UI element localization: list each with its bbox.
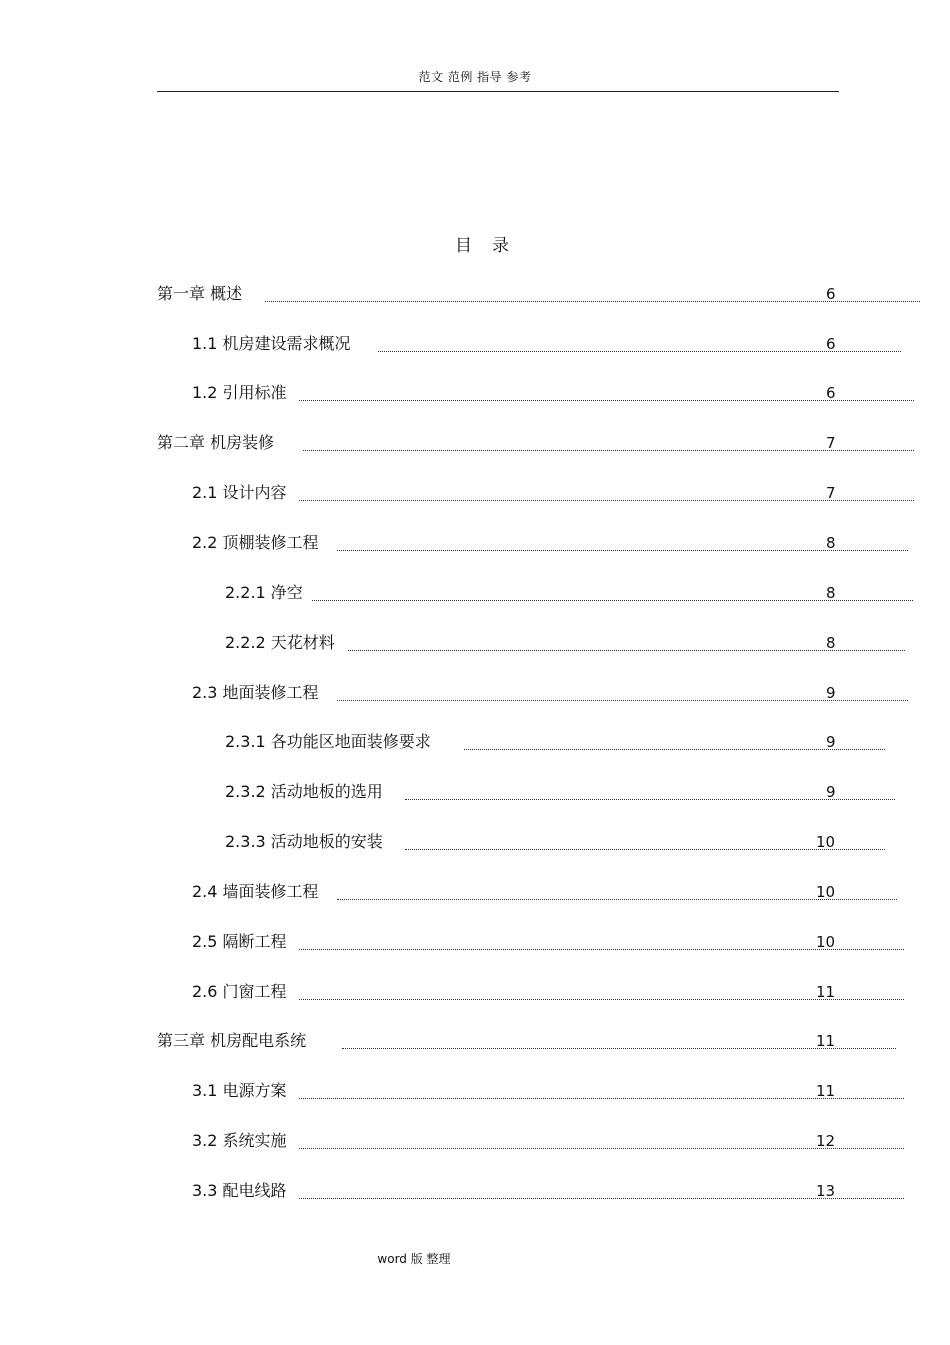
toc-page-number: 13 — [816, 1182, 836, 1200]
toc-entry-label: 3.1 电源方案 — [192, 1080, 291, 1102]
toc-entry[interactable] — [157, 432, 914, 454]
toc-entry-label: 2.6 门窗工程 — [192, 981, 291, 1003]
toc-entry-label: 2.5 隔断工程 — [192, 931, 291, 953]
toc-page-number: 6 — [826, 384, 836, 402]
toc-leader-dots — [299, 981, 904, 1000]
toc-entry-label: 2.3.1 各功能区地面装修要求 — [225, 731, 435, 753]
toc-leader-dots — [299, 1130, 904, 1149]
toc-leader-dots — [464, 731, 885, 750]
toc-page-number: 8 — [826, 534, 836, 552]
toc-leader-dots — [299, 931, 904, 950]
toc-entry-label: 2.3.3 活动地板的安装 — [225, 831, 387, 853]
toc-entry-label: 2.4 墙面装修工程 — [192, 881, 323, 903]
toc-entry-label: 2.1 设计内容 — [192, 482, 291, 504]
toc-entry-label: 第三章 机房配电系统 — [157, 1030, 310, 1052]
toc-page-number: 10 — [816, 883, 836, 901]
page-footer: word 版 整理 — [377, 1252, 451, 1266]
toc-entry-label: 1.1 机房建设需求概况 — [192, 333, 355, 355]
toc-entry[interactable] — [192, 682, 908, 704]
toc-entry[interactable] — [192, 333, 901, 355]
toc-entry[interactable] — [192, 1130, 904, 1152]
toc-entry[interactable] — [192, 482, 914, 504]
toc-leader-dots — [337, 682, 908, 701]
toc-leader-dots — [299, 1080, 904, 1099]
toc-entry-label: 第二章 机房装修 — [157, 432, 278, 454]
toc-entry[interactable] — [192, 881, 897, 903]
toc-entry-label: 2.3 地面装修工程 — [192, 682, 323, 704]
toc-leader-dots — [303, 432, 914, 451]
toc-page-number: 10 — [816, 933, 836, 951]
toc-leader-dots — [348, 632, 905, 651]
toc-entry-label: 2.2.2 天花材料 — [225, 632, 339, 654]
toc-page-number: 9 — [826, 684, 836, 702]
toc-entry-label: 2.2.1 净空 — [225, 582, 307, 604]
header-rule — [157, 91, 839, 92]
toc-page-number: 11 — [816, 1082, 836, 1100]
toc-leader-dots — [299, 482, 914, 501]
toc-page-number: 6 — [826, 335, 836, 353]
toc-entry[interactable] — [225, 731, 885, 753]
toc-page-number: 6 — [826, 285, 836, 303]
toc-entry-label: 3.3 配电线路 — [192, 1180, 291, 1202]
toc-page-number: 8 — [826, 634, 836, 652]
toc-entry[interactable] — [192, 382, 914, 404]
toc-leader-dots — [299, 1180, 904, 1199]
toc-entry[interactable] — [192, 981, 904, 1003]
toc-entry[interactable] — [225, 632, 905, 654]
toc-entry-label: 第一章 概述 — [157, 283, 246, 305]
toc-leader-dots — [299, 382, 914, 401]
toc-leader-dots — [337, 532, 908, 551]
toc-page-number: 7 — [826, 484, 836, 502]
toc-entry[interactable] — [192, 532, 908, 554]
toc-title: 目录 — [455, 236, 529, 256]
toc-leader-dots — [265, 283, 920, 302]
toc-entry[interactable] — [225, 582, 913, 604]
toc-entry-label: 2.2 顶棚装修工程 — [192, 532, 323, 554]
toc-entry[interactable] — [157, 283, 920, 305]
toc-leader-dots — [378, 333, 901, 352]
toc-entry-label: 2.3.2 活动地板的选用 — [225, 781, 387, 803]
toc-leader-dots — [405, 831, 885, 850]
toc-leader-dots — [312, 582, 913, 601]
toc-page-number: 12 — [816, 1132, 836, 1150]
toc-entry-label: 3.2 系统实施 — [192, 1130, 291, 1152]
toc-page-number: 11 — [816, 1032, 836, 1050]
toc-page-number: 7 — [826, 434, 836, 452]
toc-leader-dots — [405, 781, 895, 800]
toc-page-number: 10 — [816, 833, 836, 851]
toc-page-number: 8 — [826, 584, 836, 602]
toc-page-number: 11 — [816, 983, 836, 1001]
page-header: 范文 范例 指导 参考 — [418, 70, 532, 84]
toc-entry[interactable] — [192, 1180, 904, 1202]
toc-leader-dots — [342, 1030, 896, 1049]
toc-entry[interactable] — [192, 1080, 904, 1102]
toc-leader-dots — [337, 881, 897, 900]
toc-entry-label: 1.2 引用标准 — [192, 382, 291, 404]
toc-page-number: 9 — [826, 733, 836, 751]
toc-entry[interactable] — [225, 831, 885, 853]
toc-entry[interactable] — [157, 1030, 896, 1052]
toc-page-number: 9 — [826, 783, 836, 801]
toc-entry[interactable] — [225, 781, 895, 803]
toc-entry[interactable] — [192, 931, 904, 953]
